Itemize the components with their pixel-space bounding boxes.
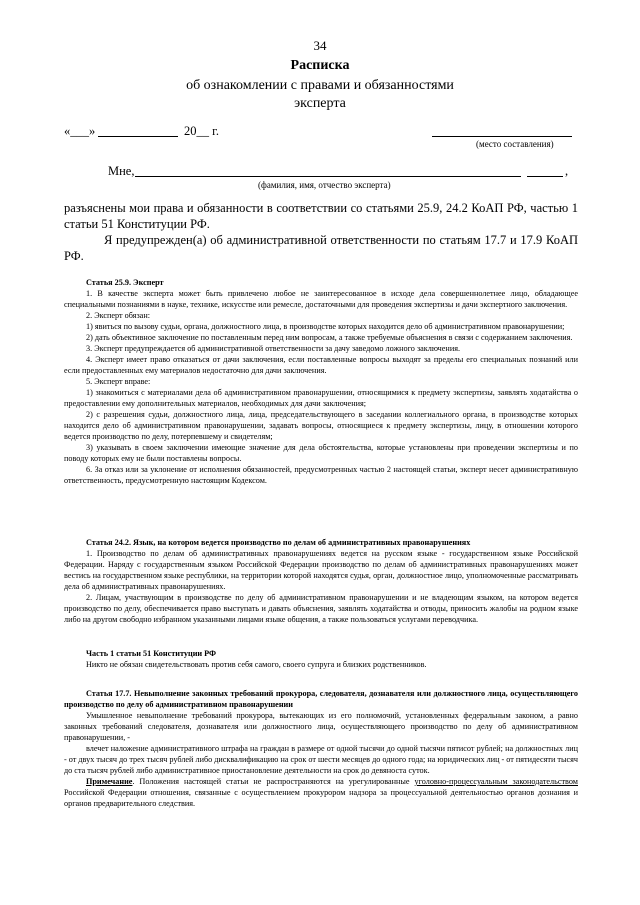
article-paragraph: влечет наложение административного штрафа на граждан в размере от одной тысячи до одной тысячи пятисот рублей; на должностных лиц - от двух тысяч до трех тысяч рублей либо дисквалификацию на срок от шести месяцев до одного года; на юридических лиц - от пятидесяти тысяч до ста тысяч рублей либо административное приостановление деятельности на срок до девяноста суток. bbox=[64, 744, 579, 775]
article-24-2 bbox=[64, 537, 578, 625]
article-paragraph: 1. Производство по делам об административных правонарушениях ведется на русском языке - государственном языке Российской Федерации. Наряду с государственным языком Российской Федерации производство по делам об административных правонарушениях может вестись на государственном языке республики, на территории которой находятся судья, орган, должностное лицо, уполномоченные рассматривать дела об административных правонарушениях. bbox=[64, 549, 578, 591]
article-51-heading: Часть 1 статьи 51 Конституции РФ bbox=[86, 649, 217, 658]
name-hint: (фамилия, имя, отчество эксперта) bbox=[258, 180, 391, 190]
article-paragraph: 5. Эксперт вправе: bbox=[86, 377, 151, 386]
note-text: . Положения настоящей статьи не распространяются на урегулированные bbox=[132, 777, 415, 786]
document-title: Расписка bbox=[290, 58, 350, 73]
article-paragraph: 1. В качестве эксперта может быть привлечено любое не заинтересованное в исходе дела совершеннолетнее лицо, обладающее специальными познаниями в науке, технике, искусстве или ремесле, достаточными для проведения экспертизы и дачи экспертного заключения. bbox=[64, 289, 578, 309]
article-17-7-note bbox=[64, 776, 578, 809]
note-link[interactable]: уголовно-процессуальным законодательством bbox=[414, 777, 578, 786]
article-paragraph: 1) явиться по вызову судьи, органа, должностного лица, в производстве которых находится дело об административном правонарушении; bbox=[86, 322, 565, 331]
article-paragraph: 2. Эксперт обязан: bbox=[86, 311, 150, 320]
place-line bbox=[432, 136, 572, 137]
article-17-7 bbox=[64, 688, 578, 809]
name-line-end bbox=[527, 176, 563, 177]
date-day-field: «___» bbox=[64, 124, 96, 138]
me-label: Мне, bbox=[108, 164, 135, 178]
article-paragraph: Умышленное невыполнение требований прокурора, вытекающих из его полномочий, установленных федеральным законом, а равно законных требований следователя, дознавателя или должностного лица, осуществляющего производство по делу об административном правонарушении, - bbox=[64, 711, 578, 742]
article-paragraph: 3) указывать в своем заключении имеющие значение для дела обстоятельства, которые установлены при проведении экспертизы и по поводу которых ему не были поставлены вопросы. bbox=[64, 443, 578, 463]
name-line bbox=[135, 176, 521, 177]
article-25-9-heading: Статья 25.9. Эксперт bbox=[86, 278, 164, 287]
explained-text: разъяснены мои права и обязанности в соответствии со статьями 25.9, 24.2 КоАП РФ, частью 1 статьи 51 Конституции РФ. bbox=[64, 201, 578, 231]
article-25-9 bbox=[64, 277, 578, 486]
article-paragraph: 1) знакомиться с материалами дела об административном правонарушении, относящимися к предмету экспертизы, заявлять ходатайства о предоставлении ему дополнительных материалов, необходимых для дачи заключения; bbox=[64, 388, 578, 408]
article-paragraph: 4. Эксперт имеет право отказаться от дачи заключения, если поставленные вопросы выходят за пределы его специальных познаний или если предоставленных ему материалов недостаточно для дачи заключения. bbox=[64, 355, 578, 375]
article-paragraph: 2. Лицам, участвующим в производстве по делу об административном правонарушении и не владеющим языком, на котором ведется производство по делу, обеспечивается право выступать и давать объяснения, заявлять ходатайства и отводы, приносить жалобы на родном языке либо на другом свободно избранном указанными лицами языке общения, а также пользоваться услугами переводчика. bbox=[64, 593, 578, 624]
page-number: 34 bbox=[313, 38, 327, 53]
warned-text: Я предупрежден(а) об административной ответственности по статьям 17.7 и 17.9 КоАП РФ. bbox=[64, 233, 578, 263]
article-paragraph: 3. Эксперт предупреждается об административной ответственности за дачу заведомо ложного заключения. bbox=[86, 344, 461, 353]
place-hint: (место составления) bbox=[476, 139, 554, 149]
document-subtitle-2: эксперта bbox=[294, 96, 346, 111]
explained-paragraph bbox=[64, 200, 578, 264]
name-comma: , bbox=[565, 164, 569, 178]
document-subtitle-1: об ознакомлении с правами и обязанностями bbox=[186, 78, 454, 93]
note-label: Примечание bbox=[86, 777, 133, 786]
article-24-2-heading: Статья 24.2. Язык, на котором ведется производство по делам об административных правонарушениях bbox=[86, 538, 471, 547]
note-text: Российской Федерации отношения, связанные с осуществлением прокурором надзора за процессуальной деятельностью органов дознания и органов предварительного следствия. bbox=[64, 788, 578, 808]
article-paragraph: 2) дать объективное заключение по поставленным перед ним вопросам, а также требуемые объяснения в связи с содержанием заключения. bbox=[86, 333, 573, 342]
constitution-article-51 bbox=[64, 648, 578, 670]
article-paragraph: Никто не обязан свидетельствовать против себя самого, своего супруга и близких родственников. bbox=[86, 660, 427, 669]
article-paragraph: 2) с разрешения судьи, должностного лица, лица, председательствующего в заседании коллегиального органа, в производстве которых находится дело об административном правонарушении, задавать вопросы, относящиеся к предмету экспертизы, лицу, в отношении которого ведется производство по делу, потерпевшему и свидетелям; bbox=[64, 410, 578, 441]
article-17-7-heading: Статья 17.7. Невыполнение законных требований прокурора, следователя, дознавателя или должностного лица, осуществляющего производство по делу об административном правонарушении bbox=[64, 689, 578, 709]
date-month-line bbox=[98, 136, 178, 137]
article-paragraph: 6. За отказ или за уклонение от исполнения обязанностей, предусмотренных частью 2 настоящей статьи, эксперт несет административную ответственность, предусмотренную настоящим Кодексом. bbox=[64, 465, 578, 485]
date-year-field: 20__ г. bbox=[184, 124, 219, 138]
